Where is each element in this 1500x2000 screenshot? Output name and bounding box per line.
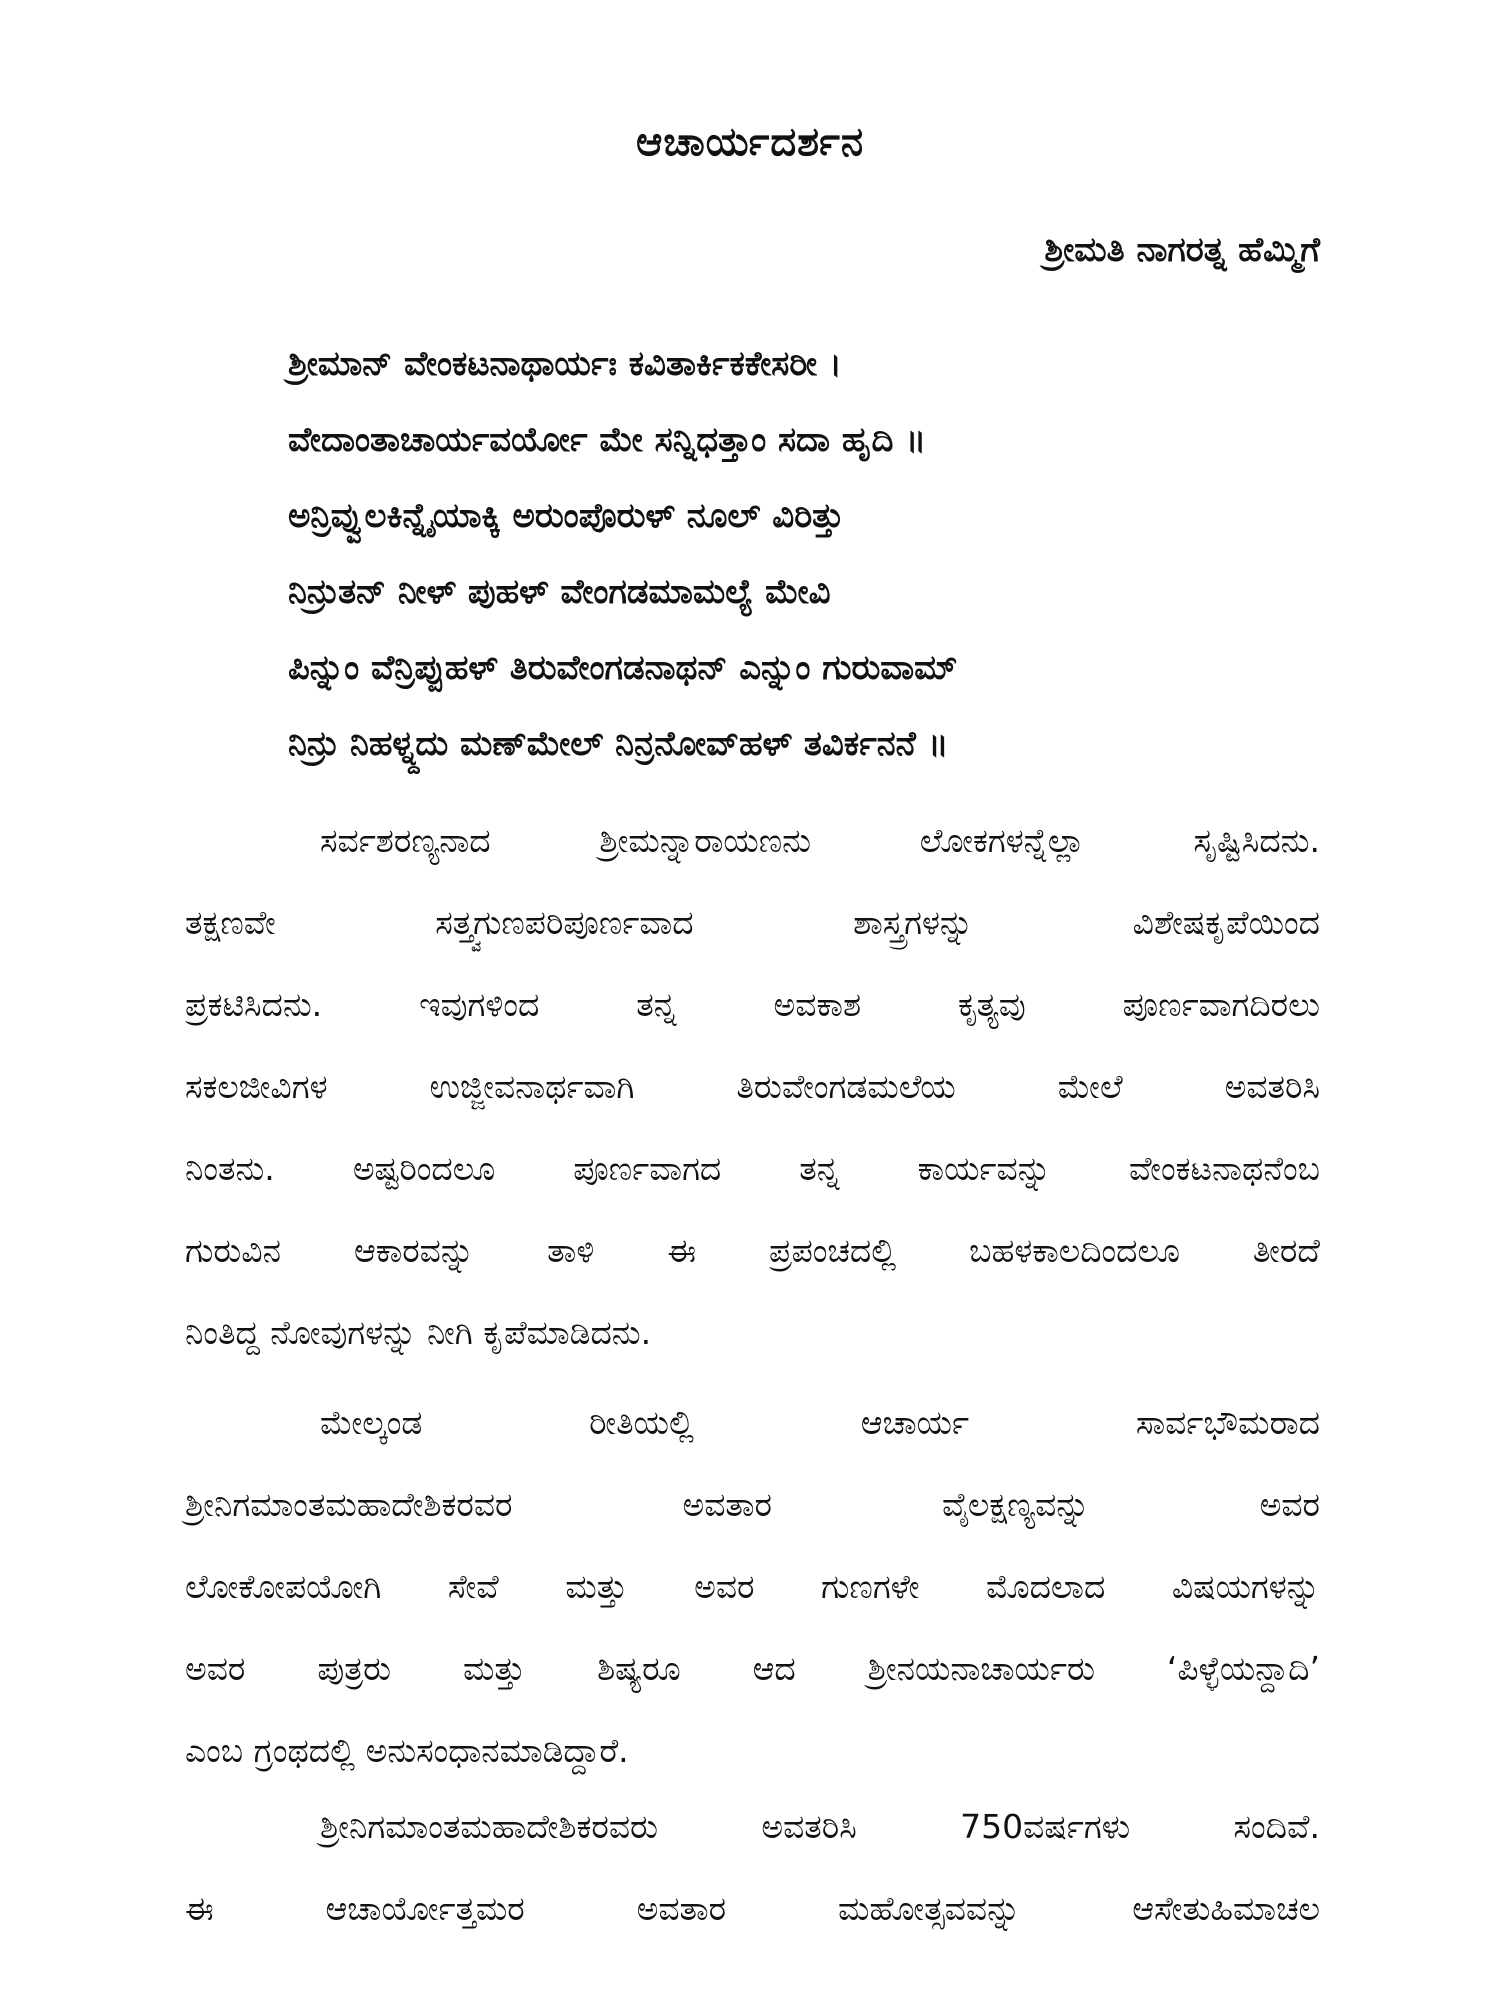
paragraph-line: ಎಂಬ ಗ್ರಂಥದಲ್ಲಿ ಅನುಸಂಧಾನಮಾಡಿದ್ದಾರೆ. [185, 1731, 629, 1770]
paragraph-line: ಗುರುವಿನ ಆಕಾರವನ್ನು ತಾಳಿ ಈ ಪ್ರಪಂಚದಲ್ಲಿ ಬಹಳಕಾಲದಿಂದಲೂ ತೀರದೆ [185, 1231, 1320, 1270]
paragraph-2 [185, 1382, 1320, 1792]
verse-line: ಅನ್ರಿವ್ವುಲಕಿನ್ನೈಯಾಕ್ಕಿ ಅರುಂಪೊರುಳ್ ನೂಲ್ ವಿರಿತ್ತು [288, 496, 844, 536]
paragraph-1 [185, 800, 1320, 1374]
verse-line: ನಿನ್ರುತನ್ ನೀಳ್ ಪುಹಳ್ ವೇಂಗಡಮಾಮಲ್ಯೆ ಮೇವಿ [288, 572, 831, 612]
paragraph-line: ಶ್ರೀನಿಗಮಾಂತಮಹಾದೇಶಿಕರವರು ಅವತರಿಸಿ 750ವರ್ಷಗಳು ಸಂದಿವೆ. [320, 1807, 1320, 1846]
paragraph-line: ಈ ಆಚಾರ್ಯೋತ್ತಮರ ಅವತಾರ ಮಹೋತ್ಸವವನ್ನು ಆಸೇತುಹಿಮಾಚಲ [185, 1889, 1320, 1928]
page-title: ಆಚಾರ್ಯದರ್ಶನ [635, 119, 865, 165]
verse-line: ವೇದಾಂತಾಚಾರ್ಯವರ್ಯೋ ಮೇ ಸನ್ನಿಧತ್ತಾಂ ಸದಾ ಹೃದಿ ॥ [288, 420, 927, 460]
verse-line: ಪಿನ್ನುಂ ವೆನ್ರಿಪ್ಪುಹಳ್ ತಿರುವೇಂಗಡನಾಥನ್ ಎನ್ನುಂ ಗುರುವಾಮ್ [288, 648, 958, 688]
paragraph-line: ಸರ್ವಶರಣ್ಯನಾದ ಶ್ರೀಮನ್ನಾರಾಯಣನು ಲೋಕಗಳನ್ನೆಲ್ಲಾ ಸೃಷ್ಟಿಸಿದನು. [320, 821, 1320, 860]
paragraph-line: ಅವರ ಪುತ್ರರು ಮತ್ತು ಶಿಷ್ಯರೂ ಆದ ಶ್ರೀನಯನಾಚಾರ್ಯರು ‘ಪಿಳ್ಳೆಯನ್ದಾದಿ’ [185, 1649, 1320, 1688]
paragraph-line: ನಿಂತಿದ್ದ ನೋವುಗಳನ್ನು ನೀಗಿ ಕೃಪೆಮಾಡಿದನು. [185, 1313, 652, 1352]
paragraph-line: ತಕ್ಷಣವೇ ಸತ್ತ್ವಗುಣಪರಿಪೂರ್ಣವಾದ ಶಾಸ್ತ್ರಗಳನ್ನು ವಿಶೇಷಕೃಪೆಯಿಂದ [185, 903, 1320, 942]
paragraph-line: ಮೇಲ್ಕಂಡ ರೀತಿಯಲ್ಲಿ ಆಚಾರ್ಯ ಸಾರ್ವಭೌಮರಾದ [320, 1403, 1320, 1442]
verse-line: ನಿನ್ರು ನಿಹಳ್ನ್ದದು ಮಣ್‌ಮೇಲ್ ನಿನ್ರನೋವ್‌ಹಳ್ ತವಿರ್ಕನನೆ ॥ [288, 724, 949, 764]
invocation-verse [288, 326, 1338, 782]
author-name: ಶ್ರೀಮತಿ ನಾಗರತ್ನ ಹೆಮ್ಮಿಗೆ [1044, 230, 1320, 270]
paragraph-line: ಲೋಕೋಪಯೋಗಿ ಸೇವೆ ಮತ್ತು ಅವರ ಗುಣಗಳೇ ಮೊದಲಾದ ವಿಷಯಗಳನ್ನು [185, 1567, 1320, 1606]
paragraph-line: ಸಕಲಜೀವಿಗಳ ಉಜ್ಜೀವನಾರ್ಥವಾಗಿ ತಿರುವೇಂಗಡಮಲೆಯ ಮೇಲೆ ಅವತರಿಸಿ [185, 1067, 1320, 1106]
verse-line: ಶ್ರೀಮಾನ್ ವೇಂಕಟನಾಥಾರ್ಯಃ ಕವಿತಾರ್ಕಿಕಕೇಸರೀ । [288, 344, 842, 384]
paragraph-line: ಶ್ರೀನಿಗಮಾಂತಮಹಾದೇಶಿಕರವರ ಅವತಾರ ವೈಲಕ್ಷಣ್ಯವನ್ನು ಅವರ [185, 1485, 1320, 1524]
paragraph-3 [185, 1786, 1320, 1950]
paragraph-line: ನಿಂತನು. ಅಷ್ಟರಿಂದಲೂ ಪೂರ್ಣವಾಗದ ತನ್ನ ಕಾರ್ಯವನ್ನು ವೇಂಕಟನಾಥನೆಂಬ [185, 1149, 1320, 1188]
paragraph-line: ಪ್ರಕಟಿಸಿದನು. ಇವುಗಳಿಂದ ತನ್ನ ಅವಕಾಶ ಕೃತ್ಯವು ಪೂರ್ಣವಾಗದಿರಲು [185, 985, 1320, 1024]
